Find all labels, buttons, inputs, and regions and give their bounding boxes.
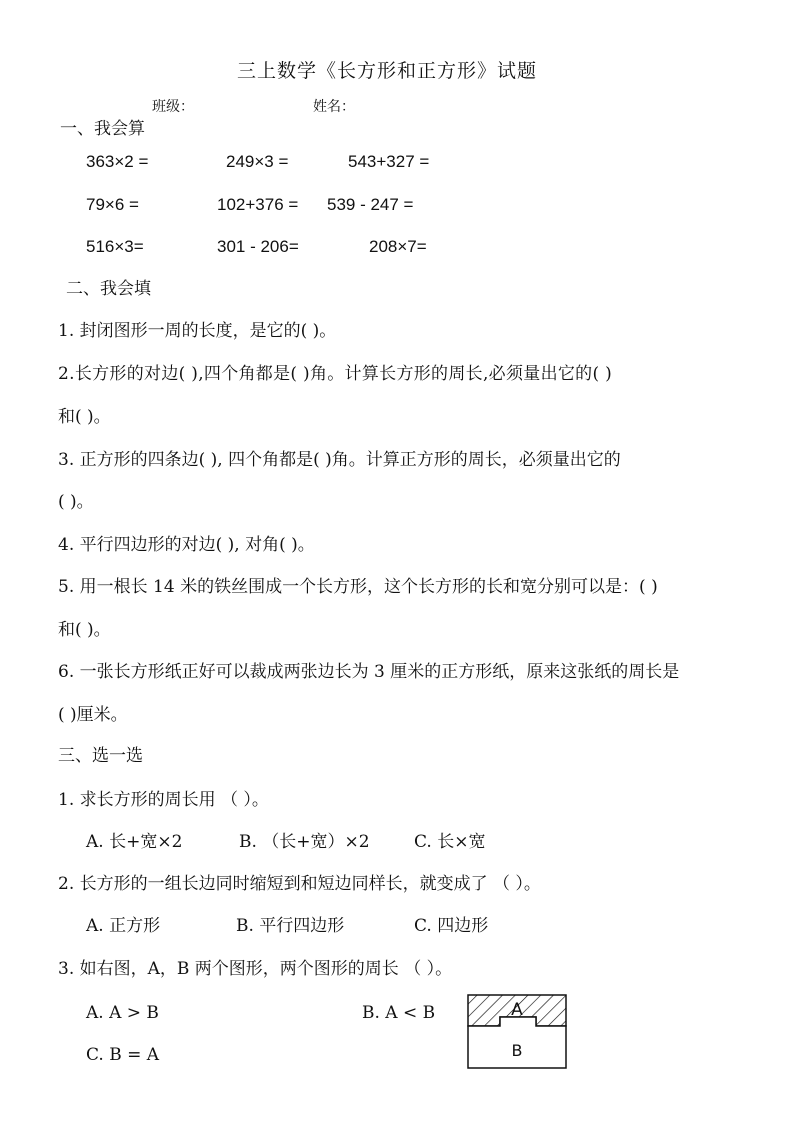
fill-question-3-cont: ( )。: [58, 492, 94, 512]
section2-heading: 二、我会填: [66, 279, 151, 299]
choice-option: C. B = A: [86, 1045, 160, 1065]
calc-item: 516×3=: [86, 237, 144, 256]
fill-question-2: 2.长方形的对边( ),四个角都是( )角。计算长方形的周长,必须量出它的( ): [58, 364, 613, 384]
choice-option: B. A < B: [362, 1003, 436, 1023]
choice-option: B. （长+宽）×2: [239, 832, 370, 852]
choice-option: B. 平行四边形: [236, 916, 345, 936]
calc-item: 208×7=: [369, 237, 427, 256]
fill-question-2-cont: 和( )。: [58, 407, 111, 427]
calc-item: 249×3 =: [226, 152, 289, 171]
fill-question-4: 4. 平行四边形的对边( ), 对角( )。: [58, 535, 315, 555]
calc-item: 301 - 206=: [217, 237, 299, 256]
perimeter-figure: [466, 993, 570, 1073]
choice-option: A. A > B: [86, 1003, 159, 1023]
class-label: 班级：: [152, 99, 194, 115]
section1-heading: 一、我会算: [60, 119, 145, 139]
fill-question-6: 6. 一张长方形纸正好可以裁成两张边长为 3 厘米的正方形纸，原来这张纸的周长是: [58, 662, 680, 682]
fill-question-6-cont: ( )厘米。: [58, 705, 128, 725]
choice-option: A. 长+宽×2: [86, 832, 183, 852]
choice-option: C. 四边形: [414, 916, 489, 936]
page-title: 三上数学《长方形和正方形》试题: [237, 60, 538, 82]
calc-item: 363×2 =: [86, 152, 149, 171]
fill-question-3: 3. 正方形的四条边( ), 四个角都是( )角。计算正方形的周长，必须量出它的: [58, 450, 621, 470]
section3-heading: 三、选一选: [58, 746, 143, 766]
label-b: B: [511, 1041, 523, 1060]
calc-item: 79×6 =: [86, 195, 139, 214]
choice-option: C. 长×宽: [414, 832, 486, 852]
choice-question-3: 3. 如右图，A，B 两个图形，两个图形的周长 （ ）。: [58, 959, 453, 979]
fill-question-5-cont: 和( )。: [58, 620, 111, 640]
label-a: A: [511, 1000, 523, 1020]
calc-item: 539 - 247 =: [327, 195, 414, 214]
fill-question-1: 1. 封闭图形一周的长度，是它的( )。: [58, 321, 337, 341]
calc-item: 543+327 =: [348, 152, 430, 171]
fill-question-5: 5. 用一根长 14 米的铁丝围成一个长方形，这个长方形的长和宽分别可以是：( ): [58, 577, 658, 597]
choice-question-1: 1. 求长方形的周长用 （ ）。: [58, 790, 269, 810]
choice-question-2: 2. 长方形的一组长边同时缩短到和短边同样长，就变成了 （ ）。: [58, 874, 541, 894]
name-label: 姓名：: [313, 99, 355, 115]
choice-option: A. 正方形: [86, 916, 161, 936]
calc-item: 102+376 =: [217, 195, 299, 214]
